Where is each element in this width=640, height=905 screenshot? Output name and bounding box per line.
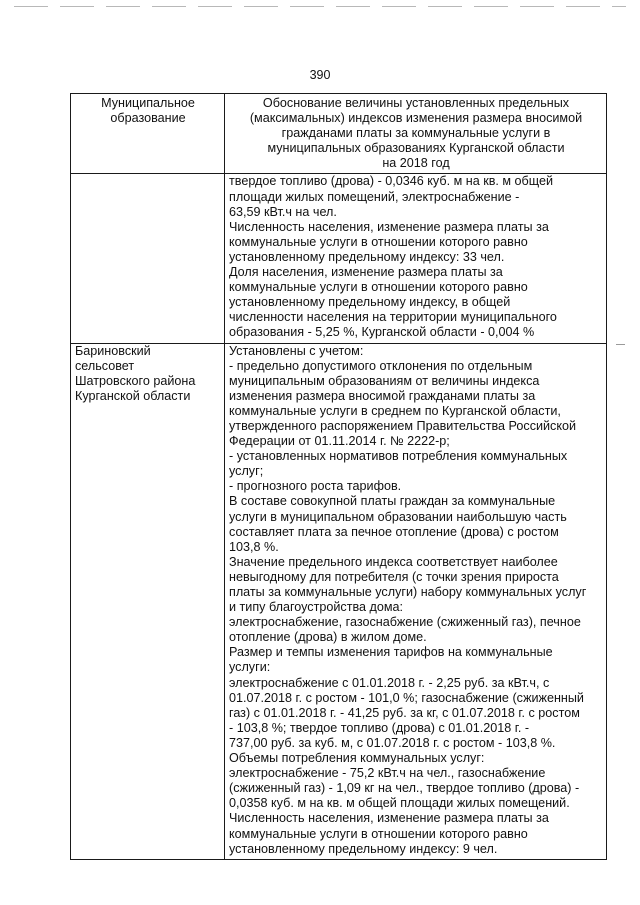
header-justification-line: гражданами платы за коммунальные услуги в bbox=[281, 126, 551, 141]
justification-line: коммунальные услуги в отношении которого равно bbox=[229, 826, 528, 841]
justification-line: установленному предельному индексу: 9 чел. bbox=[229, 841, 498, 856]
justification-line: 01.07.2018 г. с ростом - 101,0 %; газоснабжение (сжиженный bbox=[229, 690, 584, 705]
justification-line: утвержденного распоряжением Правительства Российской bbox=[229, 418, 577, 433]
justification-line: Федерации от 01.11.2014 г. № 2222-р; bbox=[229, 434, 450, 449]
justification-line: площади жилых помещений, электроснабжение - bbox=[229, 189, 520, 204]
justification-line: образования - 5,25 %, Курганской области - 0,004 % bbox=[229, 325, 535, 340]
justification-line: платы за коммунальные услуги) набору коммунальных услуг bbox=[229, 585, 587, 599]
justification-line: Доля населения, изменение размера платы за bbox=[229, 265, 503, 280]
municipality-line: Шатровского района bbox=[75, 373, 196, 388]
header-justification-line: муниципальных образованиях Курганской области bbox=[267, 141, 565, 156]
justification-line: - 103,8 %; твердое топливо (дрова) с 01.01.2018 г. - bbox=[229, 720, 530, 735]
justification-line: Размер и темпы изменения тарифов на коммунальные bbox=[229, 645, 553, 660]
justification-line: Численность населения, изменение размера платы за bbox=[229, 219, 549, 234]
justification-line: Объемы потребления коммунальных услуг: bbox=[229, 751, 485, 766]
header-justification-line: Обоснование величины установленных предельных bbox=[262, 96, 570, 110]
justification-line: электроснабжение - 75,2 кВт.ч на чел., газоснабжение bbox=[229, 766, 546, 781]
margin-scan-mark bbox=[616, 344, 625, 345]
justification-cell bbox=[225, 174, 607, 343]
justification-line: изменения размера вносимой гражданами платы за bbox=[229, 388, 536, 403]
tariff-justification-table bbox=[70, 93, 607, 860]
table-row bbox=[71, 174, 607, 343]
justification-line: коммунальные услуги в среднем по Курганской области, bbox=[229, 403, 561, 418]
justification-line: твердое топливо (дрова) - 0,0346 куб. м на кв. м общей bbox=[229, 174, 554, 189]
justification-line: установленному предельному индексу, в общей bbox=[229, 295, 511, 310]
justification-line: коммунальные услуги в отношении которого равно bbox=[229, 280, 528, 295]
justification-line: муниципальным образованиям от величины индекса bbox=[229, 373, 540, 388]
justification-line: услуги в муниципальном образовании наибольшую часть bbox=[229, 509, 567, 524]
justification-line: невыгодному для потребителя (с точки зрения прироста bbox=[229, 569, 559, 584]
justification-line: - прогнозного роста тарифов. bbox=[229, 479, 402, 494]
justification-line: услуг; bbox=[229, 464, 264, 479]
justification-line: 0,0358 куб. м на кв. м общей площади жилых помещений. bbox=[229, 796, 570, 811]
header-municipality-line: образование bbox=[110, 111, 186, 126]
municipality-line: сельсовет bbox=[75, 358, 135, 373]
justification-line: газ) с 01.01.2018 г. - 41,25 руб. за кг, с 01.07.2018 г. с ростом bbox=[229, 705, 580, 720]
justification-line: В составе совокупной платы граждан за коммунальные bbox=[229, 494, 556, 509]
header-justification-line: (максимальных) индексов изменения размера вносимой bbox=[249, 111, 583, 126]
justification-line: - установленных нормативов потребления коммунальных bbox=[229, 449, 568, 464]
scan-top-edge bbox=[14, 6, 626, 7]
page-number: 390 bbox=[309, 68, 331, 82]
municipality-cell bbox=[71, 174, 225, 343]
justification-line: 63,59 кВт.ч на чел. bbox=[229, 204, 337, 219]
justification-line: отопление (дрова) в жилом доме. bbox=[229, 630, 427, 645]
justification-line: 103,8 %. bbox=[229, 539, 279, 554]
municipality-line: Бариновский bbox=[75, 343, 151, 358]
justification-line: составляет плата за печное отопление (дрова) с ростом bbox=[229, 524, 559, 539]
justification-line: услуги: bbox=[229, 660, 271, 675]
justification-line: численности населения на территории муниципального bbox=[229, 310, 557, 325]
justification-line: - предельно допустимого отклонения по отдельным bbox=[229, 358, 533, 373]
justification-line: 737,00 руб. за куб. м, с 01.07.2018 г. с ростом - 103,8 %. bbox=[229, 735, 556, 750]
justification-line: и типу благоустройства дома: bbox=[229, 600, 404, 615]
justification-line: электроснабжение с 01.01.2018 г. - 2,25 руб. за кВт.ч, с bbox=[229, 675, 550, 690]
justification-line: (сжиженный газ) - 1,09 кг на чел., твердое топливо (дрова) - bbox=[229, 781, 580, 796]
table-header-row bbox=[71, 94, 607, 174]
justification-line: Численность населения, изменение размера платы за bbox=[229, 811, 549, 826]
municipality-line: Курганской области bbox=[75, 388, 191, 403]
justification-line: Значение предельного индекса соответствует наиболее bbox=[229, 554, 558, 569]
justification-line: Установлены с учетом: bbox=[229, 343, 364, 358]
header-municipality-cell bbox=[71, 94, 225, 174]
table-row bbox=[71, 343, 607, 859]
municipality-cell bbox=[71, 343, 225, 859]
header-justification-line: на 2018 год bbox=[382, 156, 450, 171]
justification-line: коммунальные услуги в отношении которого равно bbox=[229, 234, 528, 249]
header-municipality-line: Муниципальное bbox=[101, 96, 195, 110]
justification-line: электроснабжение, газоснабжение (сжиженный газ), печное bbox=[229, 615, 581, 630]
justification-cell bbox=[225, 343, 607, 859]
justification-line: установленному предельному индексу: 33 чел. bbox=[229, 249, 505, 264]
header-justification-cell bbox=[225, 94, 607, 174]
